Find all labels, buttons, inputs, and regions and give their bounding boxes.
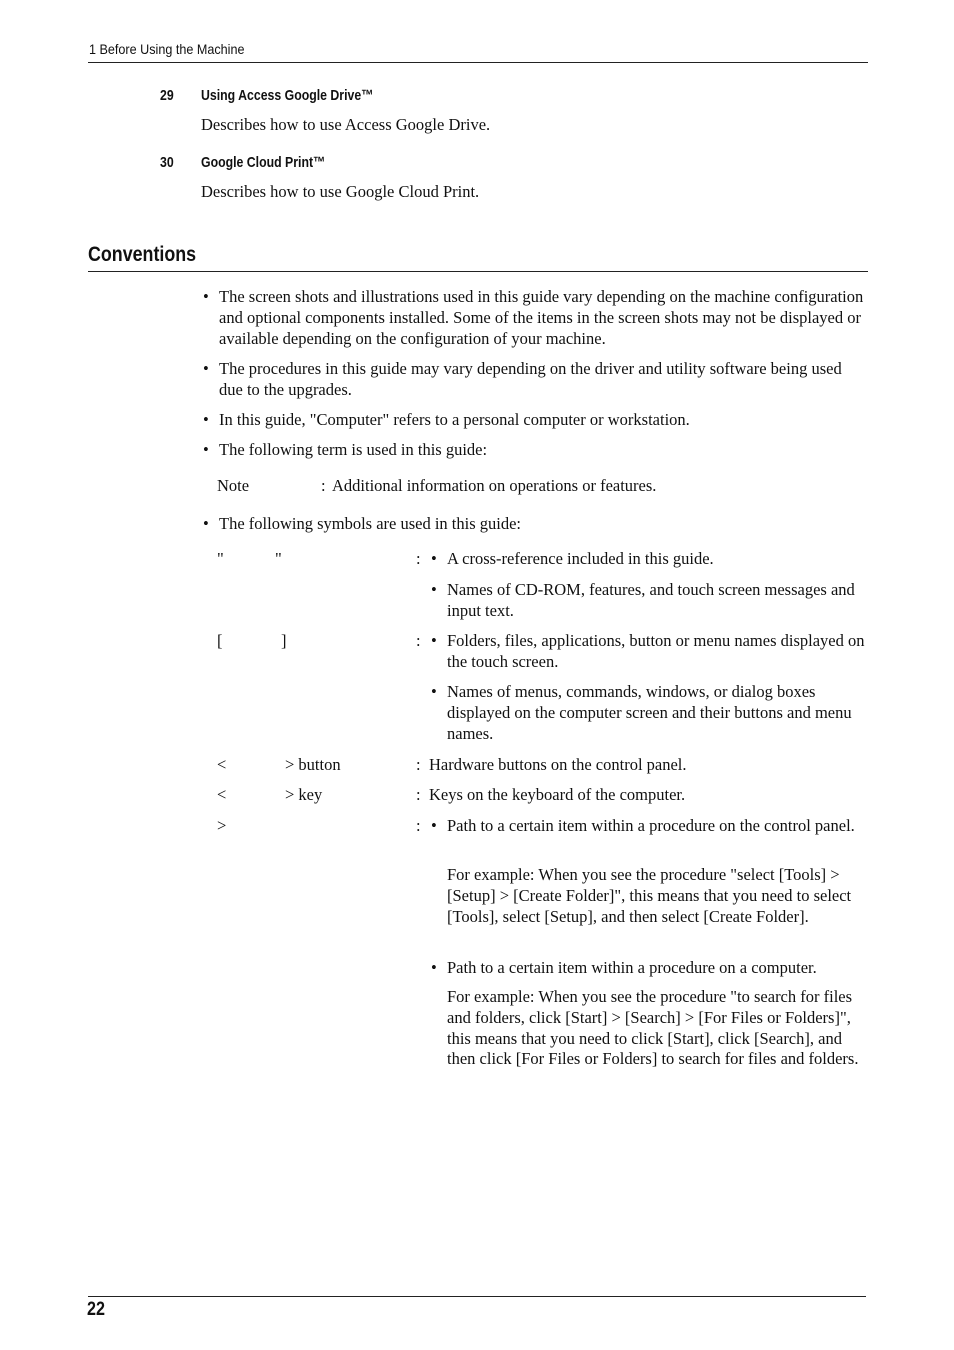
symbol-description: Keys on the keyboard of the computer. [429, 785, 686, 804]
symbol-description: Path to a certain item within a procedure on the control panel. [447, 816, 855, 835]
footer-rule [88, 1296, 866, 1297]
bullet-glyph: • [203, 440, 209, 459]
bullet-glyph: • [431, 549, 437, 568]
convention-bullet: The screen shots and illustrations used in this guide vary depending on the machine configuration and optional components installed. Some of the items in the screen shots may not be displayed or available depending on the configuration of your machine. [219, 287, 864, 348]
symbol-example: For example: When you see the procedure "to search for files and folders, click [Start] > [Search] > [For Files or Folders]", this means that you need to click [Start], click [Search], and then click [For Files or Folders] to search for files and folders. [447, 987, 859, 1069]
bullet-glyph: • [431, 816, 437, 835]
bullet-glyph: • [431, 682, 437, 701]
bullet-glyph: • [203, 287, 209, 306]
bullet-glyph: • [431, 631, 437, 650]
bullet-glyph: • [203, 410, 209, 429]
guide-item-description: Describes how to use Access Google Drive. [201, 115, 491, 134]
symbol-open: [ [217, 631, 223, 650]
running-header: 1 Before Using the Machine [89, 41, 245, 57]
symbol-close: " [275, 549, 282, 568]
symbol-colon: : [416, 816, 421, 835]
symbol-open: < [217, 755, 227, 774]
convention-bullet: The following term is used in this guide: [219, 440, 488, 459]
symbol-colon: : [416, 631, 421, 650]
symbol-close: > key [285, 785, 323, 804]
bullet-glyph: • [431, 580, 437, 599]
symbol-description: Folders, files, applications, button or menu names displayed on the touch screen. [447, 631, 865, 671]
bullet-glyph: • [203, 514, 209, 533]
symbol-colon: : [416, 785, 421, 804]
convention-bullet: The procedures in this guide may vary depending on the driver and utility software being used due to the upgrades. [219, 359, 842, 399]
bullet-glyph: • [203, 359, 209, 378]
header-rule [88, 62, 868, 63]
guide-item-description: Describes how to use Google Cloud Print. [201, 182, 480, 201]
symbol-close: > button [285, 755, 341, 774]
symbol-description: Names of CD-ROM, features, and touch screen messages and input text. [447, 580, 855, 620]
convention-bullet: The following symbols are used in this guide: [219, 514, 522, 533]
symbol-description: Names of menus, commands, windows, or dialog boxes displayed on the computer screen and their buttons and menu names. [447, 682, 852, 743]
section-title: Conventions [88, 243, 197, 266]
term-colon: : [321, 476, 326, 495]
page-number: 22 [87, 1299, 105, 1320]
symbol-colon: : [416, 549, 421, 568]
symbol-open: < [217, 785, 227, 804]
symbol-description: Path to a certain item within a procedure on a computer. [447, 958, 817, 977]
symbol-example: For example: When you see the procedure "select [Tools] > [Setup] > [Create Folder]", this means that you need to select [Tools], select [Setup], and then select [Create Folder]. [447, 865, 852, 926]
symbol-close: ] [281, 631, 287, 650]
symbol-colon: : [416, 755, 421, 774]
symbol-description: A cross-reference included in this guide. [447, 549, 714, 568]
symbol-open: " [217, 549, 224, 568]
symbol-description: Hardware buttons on the control panel. [429, 755, 687, 774]
guide-item-title: Google Cloud Print™ [201, 154, 326, 171]
guide-item-title: Using Access Google Drive™ [201, 87, 374, 104]
term-definition: Additional information on operations or features. [332, 476, 657, 495]
bullet-glyph: • [431, 958, 437, 977]
section-rule [88, 271, 868, 272]
convention-bullet: In this guide, "Computer" refers to a personal computer or workstation. [219, 410, 690, 429]
guide-item-number: 29 [160, 87, 174, 104]
guide-item-number: 30 [160, 154, 174, 171]
symbol-open: > [217, 816, 227, 835]
term-name: Note [217, 476, 250, 495]
